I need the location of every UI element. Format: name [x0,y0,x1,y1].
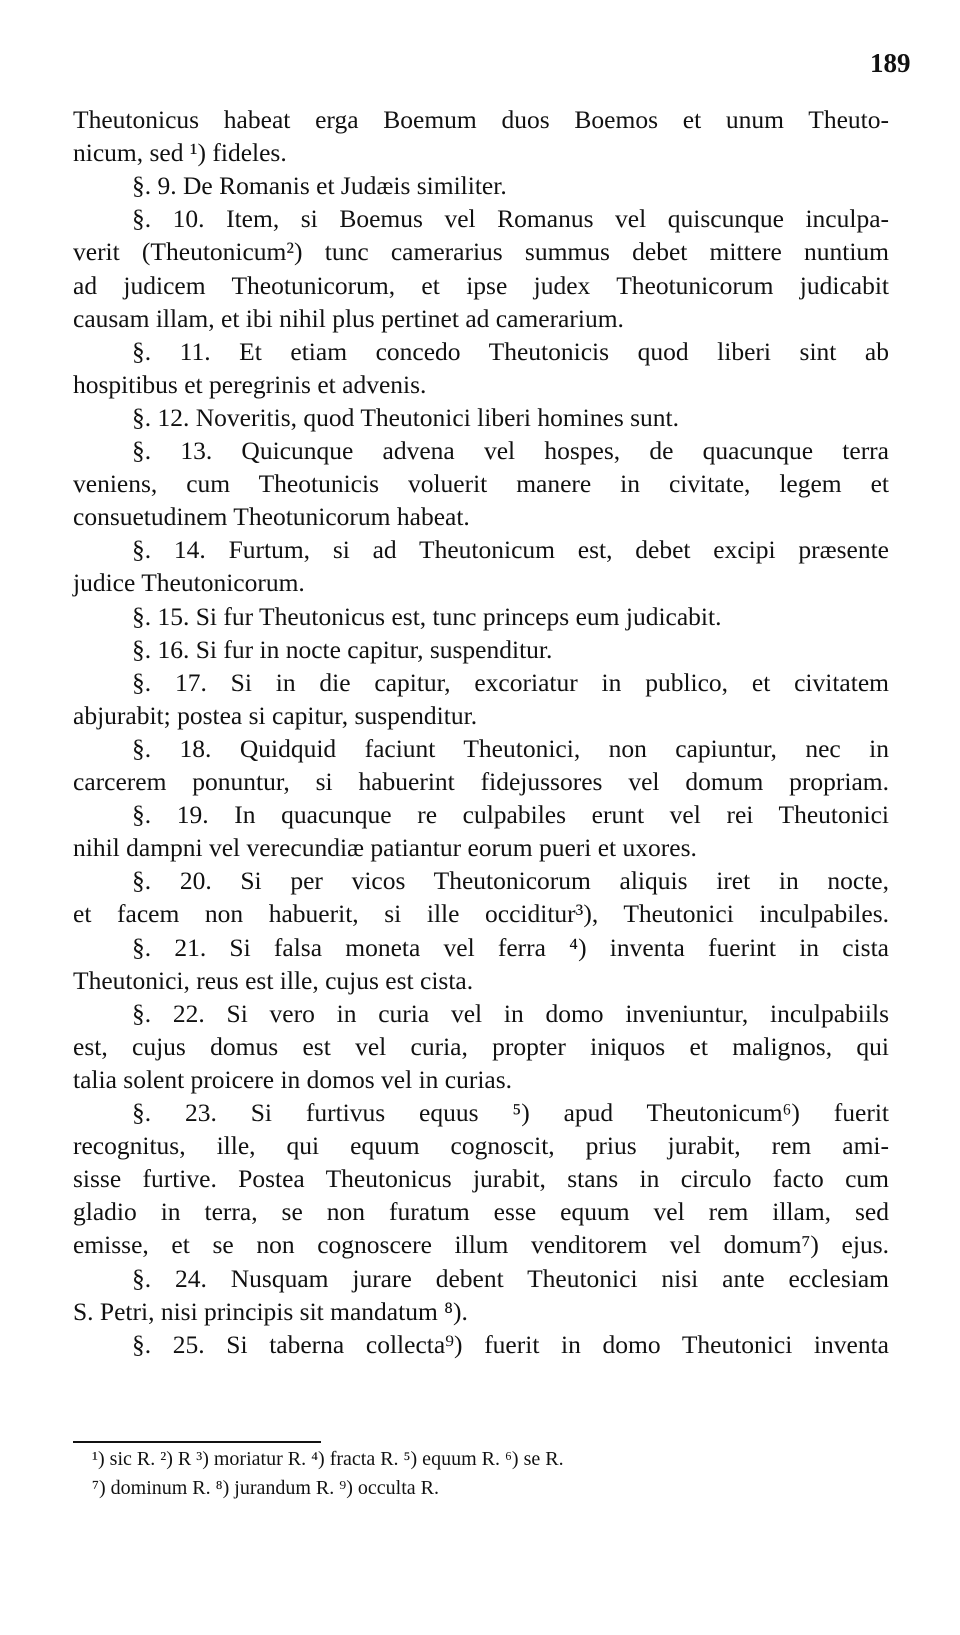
text-line: judice Theutonicorum. [73,568,305,598]
text-line: §. 19. In quacunque re culpabiles erunt vel rei Theutonici [132,800,889,830]
text-line: abjurabit; postea si capitur, suspenditur. [73,700,478,730]
text-line: recognitus, ille, qui equum cognoscit, prius jurabit, rem ami- [73,1131,889,1161]
text-line: causam illam, et ibi nihil plus pertinet ad camerarium. [73,303,624,333]
text-line: §. 20. Si per vicos Theutonicorum aliquis iret in nocte, [132,866,889,896]
text-line: gladio in terra, se non furatum esse equum vel rem illam, sed [73,1197,889,1227]
text-line: §. 15. Si fur Theutonicus est, tunc princeps eum judicabit. [132,601,722,631]
text-line: §. 9. De Romanis et Judæis similiter. [132,171,507,201]
text-line: hospitibus et peregrinis et advenis. [73,369,427,399]
text-line: §. 24. Nusquam jurare debent Theutonici nisi ante ecclesiam [132,1263,889,1293]
text-line: §. 14. Furtum, si ad Theutonicum est, debet excipi præsente [132,535,889,565]
text-line: §. 18. Quidquid faciunt Theutonici, non capiuntur, nec in [132,733,889,763]
text-line: §. 12. Noveritis, quod Theutonici liberi homines sunt. [132,402,680,432]
text-line: S. Petri, nisi principis sit mandatum ⁸). [73,1296,468,1326]
text-line: §. 13. Quicunque advena vel hospes, de quacunque terra [132,436,889,465]
text-line: talia solent proicere in domos vel in curias. [73,1064,513,1094]
text-line: et facem non habuerit, si ille occiditur³), Theutonici inculpabiles. [73,899,889,929]
text-line: carcerem ponuntur, si habuerint fidejussores vel domum propriam. [73,767,889,796]
text-line: est, cujus domus est vel curia, propter iniquos et malignos, qui [73,1031,889,1061]
text-line: sisse furtive. Postea Theutonicus jurabit, stans in circulo facto cum [73,1164,889,1194]
text-line: nihil dampni vel verecundiæ patiantur eorum pueri et uxores. [73,833,697,863]
text-line: ad judicem Theotunicorum, et ipse judex Theotunicorum judicabit [73,270,889,300]
text-line: nicum, sed ¹) fideles. [73,138,287,168]
text-line: §. 21. Si falsa moneta vel ferra ⁴) inventa fuerint in cista [132,932,889,962]
footnote-line: ⁷) dominum R. ⁸) jurandum R. ⁹) occulta R. [92,1477,439,1499]
text-line: verit (Theutonicum²) tunc camerarius summus debet mittere nuntium [73,237,889,267]
text-line: Theutonicus habeat erga Boemum duos Boemos et unum Theuto- [73,105,889,134]
text-line: emisse, et se non cognoscere illum venditorem vel domum⁷) ejus. [73,1230,889,1260]
text-line: §. 22. Si vero in curia vel in domo inveniuntur, inculpabiils [132,998,889,1028]
text-line: §. 11. Et etiam concedo Theutonicis quod liberi sint ab [132,336,889,366]
text-line: §. 16. Si fur in nocte capitur, suspenditur. [132,634,553,664]
page-number: 189 [870,48,911,78]
footnote-line: ¹) sic R. ²) R ³) moriatur R. ⁴) fracta R. ⁵) equum R. ⁶) se R. [92,1448,564,1470]
text-line: §. 25. Si taberna collecta⁹) fuerit in domo Theutonici inventa [132,1329,889,1359]
text-line: consuetudinem Theotunicorum habeat. [73,502,470,532]
text-line: §. 10. Item, si Boemus vel Romanus vel quiscunque inculpa- [132,204,889,234]
footnote-rule [73,1441,321,1443]
text-line: §. 17. Si in die capitur, excoriatur in publico, et civitatem [132,667,889,697]
text-line: §. 23. Si furtivus equus ⁵) apud Theutonicum⁶) fuerit [132,1098,889,1127]
text-line: veniens, cum Theotunicis voluerit manere in civitate, legem et [73,469,889,499]
text-line: Theutonici, reus est ille, cujus est cista. [73,965,474,995]
